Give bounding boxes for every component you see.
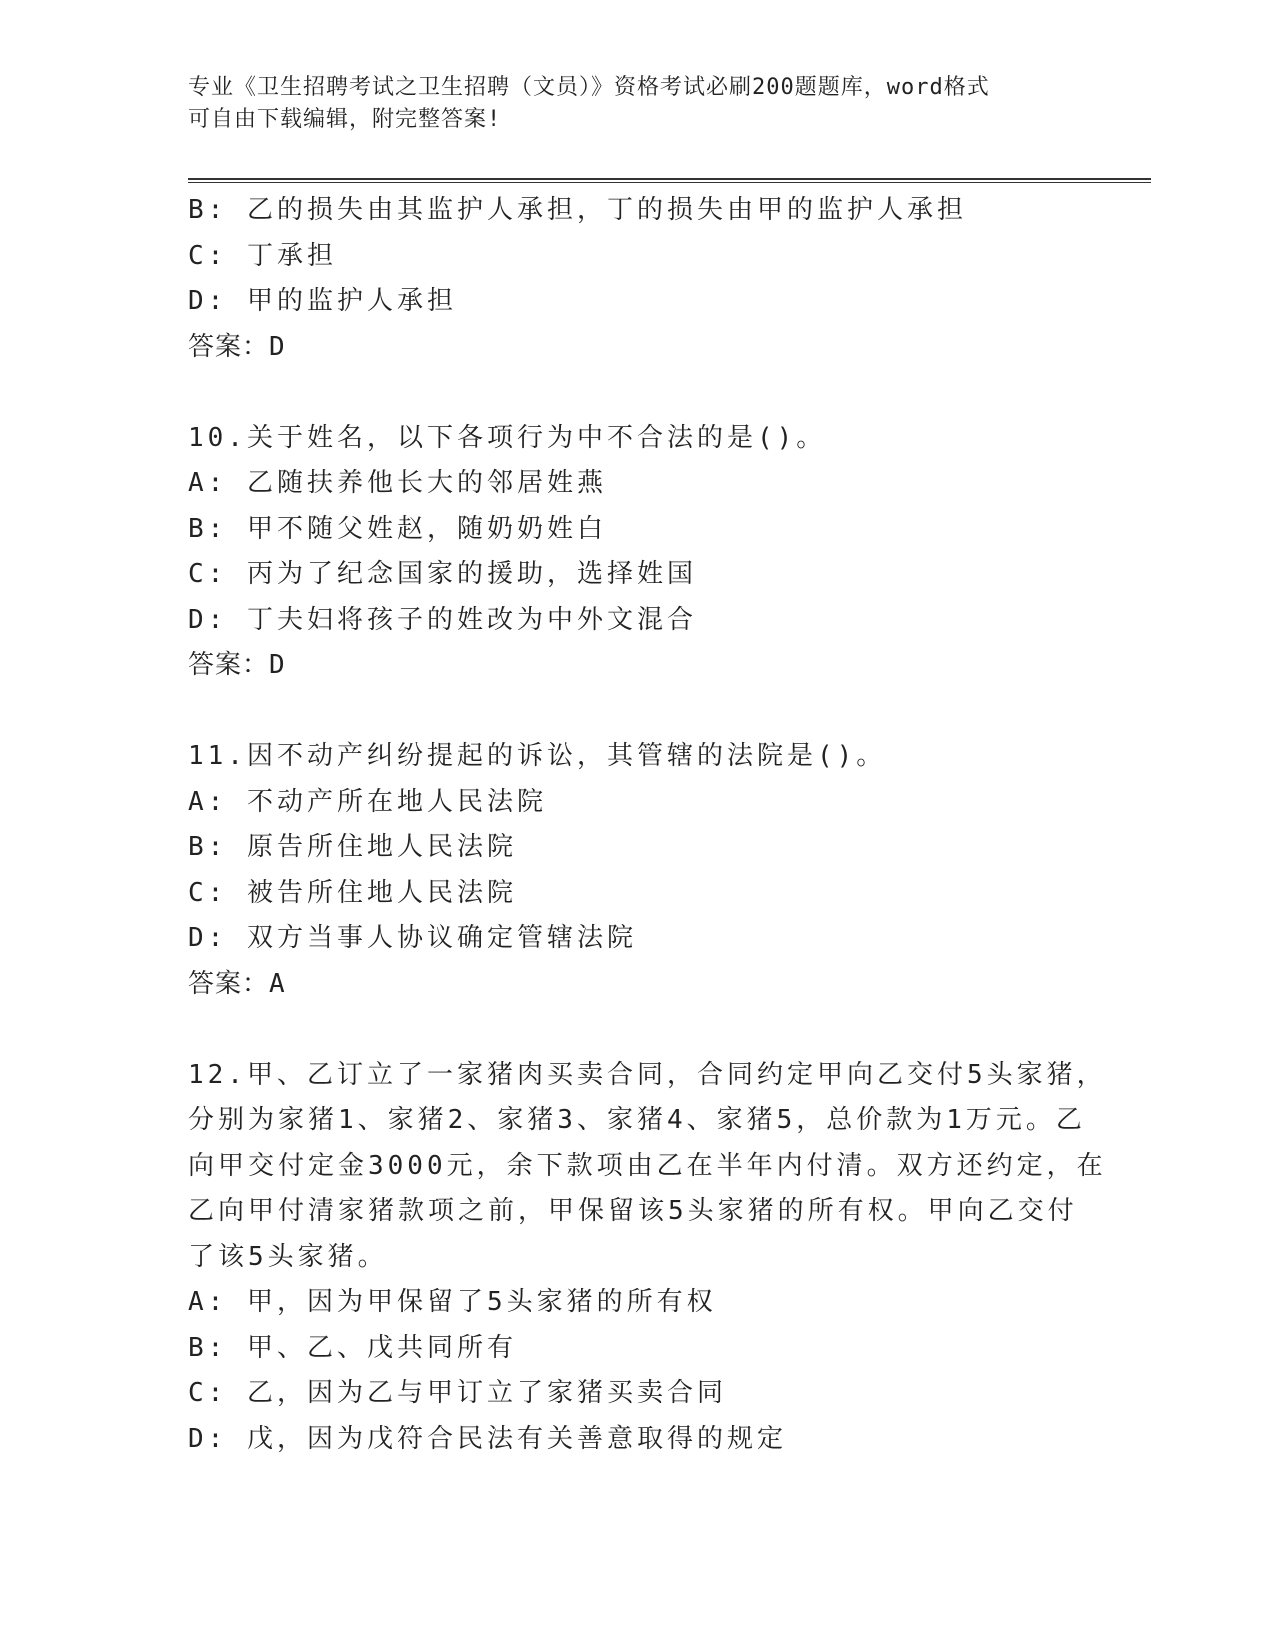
option-c: C: 被告所住地人民法院 [188,877,517,908]
question-11 [188,734,1088,1007]
question-stem-line-4: 乙向甲付清家猪款项之前，甲保留该5头家猪的所有权。甲向乙交付 [188,1196,1078,1226]
option-d: D: 丁夫妇将孩子的姓改为中外文混合 [188,604,697,635]
spacer [188,370,1088,416]
option-a: A: 甲，因为甲保留了5头家猪的所有权 [188,1287,717,1317]
answer-line: 答案：D [188,650,286,680]
option-d: D: 戊，因为戊符合民法有关善意取得的规定 [188,1423,787,1454]
question-stem-line-1: 12.甲、乙订立了一家猪肉买卖合同，合同约定甲向乙交付5头家猪， [188,1059,1107,1090]
option-a: A: 不动产所在地人民法院 [188,786,547,817]
answer-line: 答案：A [188,968,286,999]
option-b: B: 甲不随父姓赵，随奶奶姓白 [188,513,607,544]
question-stem: 11.因不动产纠纷提起的诉讼，其管辖的法院是()。 [188,741,887,771]
option-b: B: 甲、乙、戊共同所有 [188,1332,517,1363]
question-9 [188,188,1088,370]
header-divider [188,178,1151,183]
option-d: D: 双方当事人协议确定管辖法院 [188,923,637,953]
question-stem-line-3: 向甲交付定金3000元，余下款项由乙在半年内付清。双方还约定，在 [188,1150,1107,1181]
option-d: D: 甲的监护人承担 [188,286,457,316]
spacer [188,689,1088,735]
option-b: B: 原告所住地人民法院 [188,832,517,862]
option-b: B: 乙的损失由其监护人承担，丁的损失由甲的监护人承担 [188,195,967,225]
question-stem-line-5: 了该5头家猪。 [188,1241,388,1272]
question-12 [188,1053,1107,1463]
header-title-line-2: 可自由下载编辑，附完整答案! [188,107,502,132]
spacer [188,1007,1088,1053]
option-c: C: 丁承担 [188,240,337,271]
option-c: C: 丙为了纪念国家的援助，选择姓国 [188,559,697,589]
question-10 [188,416,1088,689]
answer-line: 答案：D [188,331,286,362]
document-header [188,72,1088,136]
question-stem: 10.关于姓名，以下各项行为中不合法的是()。 [188,422,827,453]
question-stem-line-2: 分别为家猪1、家猪2、家猪3、家猪4、家猪5，总价款为1万元。乙 [188,1105,1086,1135]
question-content [188,188,1107,1462]
header-title-line-1: 专业《卫生招聘考试之卫生招聘（文员）》资格考试必刷200题题库，word格式 [188,75,990,100]
option-c: C: 乙，因为乙与甲订立了家猪买卖合同 [188,1378,727,1408]
option-a: A: 乙随扶养他长大的邻居姓燕 [188,468,607,498]
